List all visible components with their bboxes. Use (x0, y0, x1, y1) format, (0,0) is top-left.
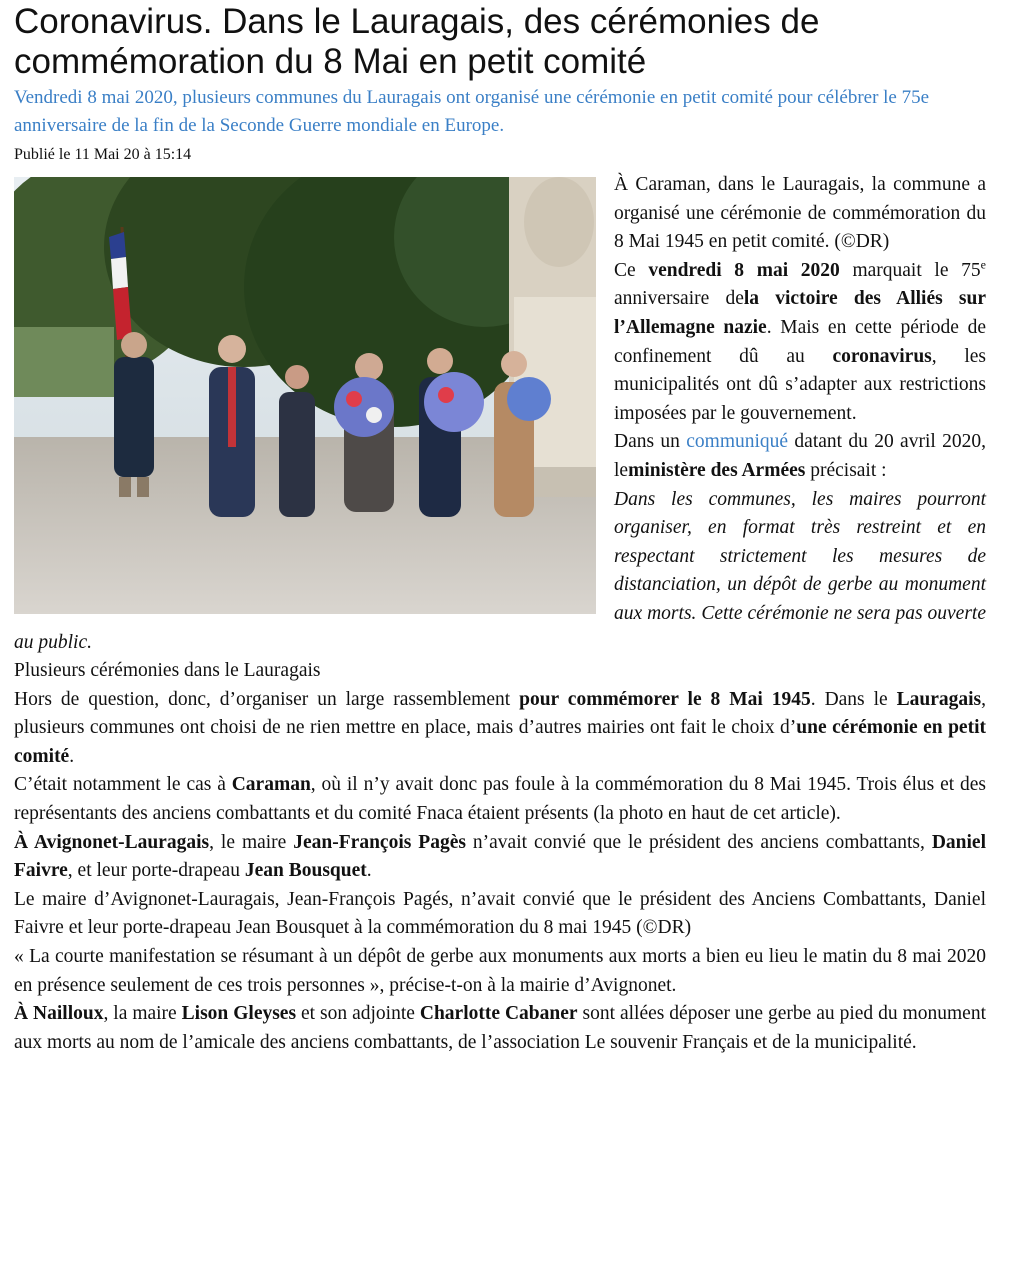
paragraph-avignonet-caption: Le maire d’Avignonet-Lauragais, Jean-François Pagés, n’avait convié que le président des Anciens Combattants, Daniel Faivre et leur porte-drapeau Jean Bousquet à la commémoration du 8 mai 1945 (©DR) (14, 888, 986, 939)
paragraph-context: Ce vendredi 8 mai 2020 marquait le 75e anniversaire dela victoire des Alliés sur l’Allemagne nazie. Mais en cette période de confinement dû au coronavirus, les municipalités ont dû s’adapter aux restrictions imposées par le gouvernement. (614, 257, 986, 424)
paragraph-caraman: C’était notamment le cas à Caraman, où il n’y avait donc pas foule à la commémoration du 8 Mai 1945. Trois élus et des représentants des anciens combattants et du comité Fnaca étaient présents (la photo en haut de cet article). (14, 774, 986, 825)
paragraph-ceremonies: Hors de question, donc, d’organiser un large rassemblement pour commémorer le 8 Mai 1945. Dans le Lauragais, plusieurs communes ont choisi de ne rien mettre en place, mais d’autres mairies ont fait le choix d’une cérémonie en petit comité. (14, 688, 986, 767)
paragraph-nailloux: À Nailloux, la maire Lison Gleyses et son adjointe Charlotte Cabaner sont allées déposer une gerbe au pied du monument aux morts au nom de l’amicale des anciens combattants, de l’association Le souvenir Français et de la municipalité. (14, 1003, 987, 1053)
article (14, 0, 986, 1057)
paragraph-communique: Dans un communiqué datant du 20 avril 2020, leministère des Armées précisait : (614, 431, 986, 481)
ceremony-photo-image (14, 177, 596, 614)
ceremony-photo (14, 177, 596, 614)
article-subtitle: Vendredi 8 mai 2020, plusieurs communes du Lauragais ont organisé une cérémonie en petit comité pour célébrer le 75e anniversaire de la fin de la Seconde Guerre mondiale en Europe. (14, 87, 930, 136)
publish-date: Publié le 11 Mai 20 à 15:14 (14, 146, 192, 163)
quote-ministry: Dans les communes, les maires pourront organiser, en format très restreint et en respectant strictement les mesures de distanciation, un dépôt de gerbe au monument aux morts. Cette cérémonie ne sera pas ouverte au public. (14, 488, 986, 653)
paragraph-avignonet: À Avignonet-Lauragais, le maire Jean-François Pagès n’avait convié que le président des anciens combattants, Daniel Faivre, et leur porte-drapeau Jean Bousquet. (14, 831, 986, 882)
article-body (14, 171, 986, 1057)
paragraph-caption: À Caraman, dans le Lauragais, la commune a organisé une cérémonie de commémoration du 8 Mai 1945 en petit comité. (©DR) (614, 174, 986, 253)
communique-link[interactable]: communiqué (686, 431, 789, 453)
paragraph-quote-mairie: « La courte manifestation se résumant à un dépôt de gerbe aux monuments aux morts a bien eu lieu le matin du 8 mai 2020 en présence seulement de ces trois personnes », précise-t-on à la mairie d’Avignonet. (14, 946, 986, 996)
article-title: Coronavirus. Dans le Lauragais, des cérémonies de commémoration du 8 Mai en petit comité (14, 2, 820, 81)
section-heading: Plusieurs cérémonies dans le Lauragais (14, 660, 321, 682)
